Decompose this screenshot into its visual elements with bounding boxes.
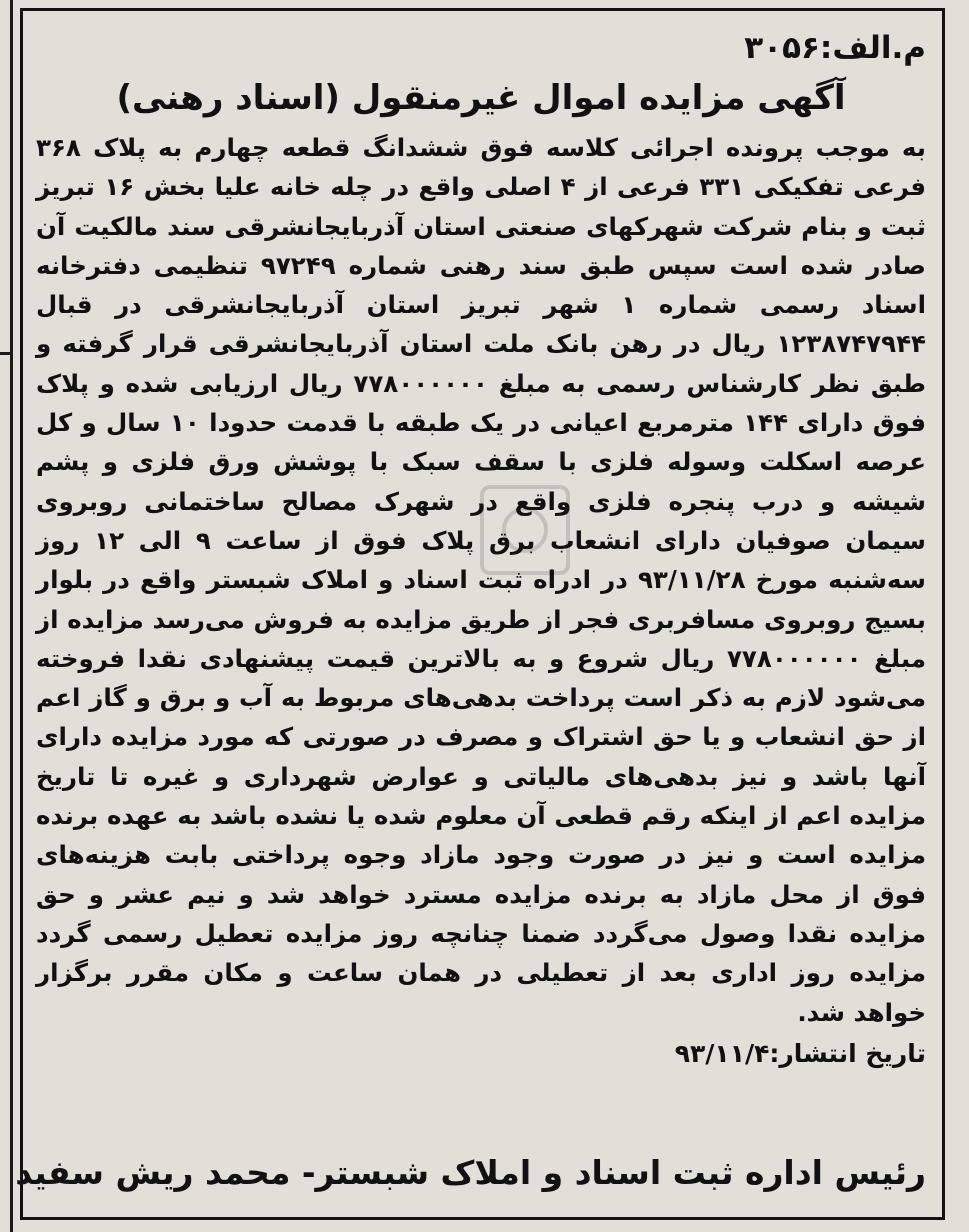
signature-line: رئیس اداره ثبت اسناد و املاک شبستر- محمد ریش سفید xyxy=(15,1153,926,1192)
notice-content xyxy=(36,22,926,1076)
column-divider xyxy=(10,0,13,1232)
column-divider-tick xyxy=(0,352,12,355)
publication-date: تاریخ انتشار:۹۳/۱۱/۴ xyxy=(674,1038,926,1068)
notice-title: آگهی مزایده اموال غیرمنقول (اسناد رهنی) xyxy=(116,78,846,118)
notice-body: به موجب پرونده اجرائی کلاسه فوق ششدانگ قطعه چهارم به پلاک ۳۶۸ فرعی تفکیکی ۳۳۱ فرعی از ۴ اصلی واقع در چله خانه علیا بخش ۱۶ تبریز ثبت و بنام شرکت شهرکهای صنعتی استان آذربایجانشرقی سند مالکیت آن صادر شده است سپس طبق سند رهنی شماره ۹۷۲۴۹ تنظیمی دفترخانه اسناد رسمی شماره ۱ شهر تبریز استان آذربایجانشرقی در قبال ۱۲۳۸۷۴۷۹۴۴ ریال در رهن بانک ملت استان آذربایجانشرقی قرار گرفته و طبق نظر کارشناس رسمی به مبلغ ۷۷۸۰۰۰۰۰۰ ریال ارزیابی شده و پلاک فوق دارای ۱۴۴ مترمربع اعیانی در یک طبقه با قدمت حدودا ۱۰ سال و کل عرصه اسکلت وسوله فلزی با سقف سبک با پوشش ورق فلزی و پشم شیشه و درب پنجره فلزی واقع در شهرک مصالح ساختمانی روبروی سیمان صوفیان دارای انشعاب برق پلاک فوق از ساعت ۹ الی ۱۲ روز سه‌شنبه مورخ ۹۳/۱۱/۲۸ در ادراه ثبت اسناد و املاک شبستر واقع در بلوار بسیج روبروی مسافربری فجر از طریق مزایده به فروش می‌رسد مزایده از مبلغ ۷۷۸۰۰۰۰۰۰ ریال شروع و به بالاترین قیمت پیشنهادی نقدا فروخته می‌شود لازم به ذکر است پرداخت بدهی‌های مربوط به آب و برق و گاز اعم از حق انشعاب و یا حق اشتراک و مصرف در صورتی که مورد مزایده دارای آنها باشد و نیز بدهی‌های مالیاتی و عوارض شهرداری و غیره تا تاریخ مزایده اعم از اینکه رقم قطعی آن معلوم شده یا نشده باشد به عهده برنده مزایده است و نیز در صورت وجود مازاد وجوه پرداختی بابت هزینه‌های فوق از محل مازاد به برنده مزایده مسترد خواهد شد و نیم عشر و حق مزایده نقدا وصول می‌گردد ضمنا چنانچه روز مزایده تعطیل رسمی گردد مزایده روز اداری بعد از تعطیلی در همان ساعت و مکان مقرر برگزار خواهد شد. xyxy=(36,133,927,1027)
reference-number: م.الف:۳۰۵۶ xyxy=(744,30,926,66)
